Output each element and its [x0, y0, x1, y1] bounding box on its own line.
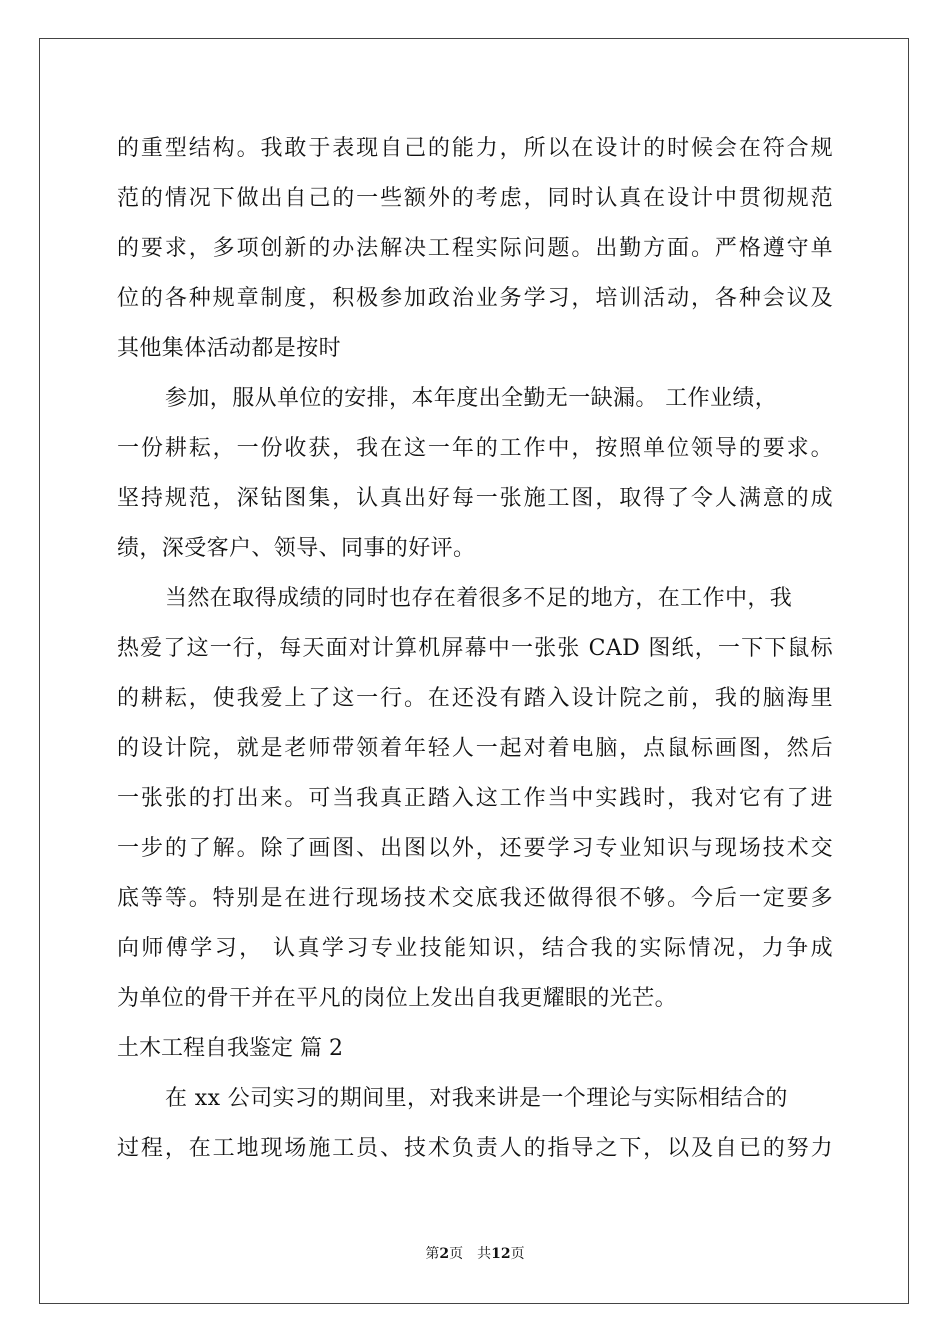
page-footer — [0, 1244, 950, 1264]
text-line: 向师傅学习， 认真学习专业技能知识，结合我的实际情况，力争成 — [117, 936, 833, 961]
text-line: 的要求，多项创新的办法解决工程实际问题。出勤方面。严格遵守单 — [117, 236, 833, 261]
text-line: 为单位的骨干并在平凡的岗位上发出自我更耀眼的光芒。 — [117, 986, 678, 1011]
text-line: 一份耕耘，一份收获，我在这一年的工作中，按照单位领导的要求。 — [117, 436, 833, 461]
page-number-total: 12 — [491, 1246, 511, 1262]
text-line: 范的情况下做出自己的一些额外的考虑，同时认真在设计中贯彻规范 — [117, 186, 833, 211]
text-line: 参加，服从单位的安排，本年度出全勤无一缺漏。 工作业绩， — [165, 386, 778, 411]
text-line: 当然在取得成绩的同时也存在着很多不足的地方，在工作中，我 — [165, 586, 793, 611]
paragraph-1 — [117, 124, 833, 374]
paragraph-2 — [117, 374, 833, 574]
text-line: 其他集体活动都是按时 — [117, 336, 342, 361]
text-line: 的耕耘，使我爱上了这一行。在还没有踏入设计院之前，我的脑海里 — [117, 686, 833, 711]
page-number-prefix: 第 — [425, 1246, 440, 1262]
text-line: 在 xx 公司实习的期间里，对我来讲是一个理论与实际相结合的 — [165, 1086, 788, 1111]
section-paragraph — [117, 1074, 833, 1174]
page-number-mid: 页 共 — [449, 1246, 492, 1262]
page-number-suffix: 页 — [510, 1246, 525, 1262]
text-line: 的重型结构。我敢于表现自己的能力，所以在设计的时候会在符合规 — [117, 136, 833, 161]
document-body — [117, 124, 833, 1174]
text-line: 坚持规范，深钻图集，认真出好每一张施工图，取得了令人满意的成 — [117, 486, 833, 511]
text-line: 一步的了解。除了画图、出图以外，还要学习专业知识与现场技术交 — [117, 836, 833, 861]
page-number-current: 2 — [439, 1246, 450, 1262]
text-line: 的设计院，就是老师带领着年轻人一起对着电脑，点鼠标画图，然后 — [117, 736, 833, 761]
text-line: 过程，在工地现场施工员、技术负责人的指导之下，以及自已的努力 — [117, 1136, 833, 1161]
text-line: 绩，深受客户、领导、同事的好评。 — [117, 536, 476, 561]
text-line: 一张张的打出来。可当我真正踏入这工作当中实践时，我对它有了进 — [117, 786, 833, 811]
paragraph-3 — [117, 574, 833, 1024]
text-line: 位的各种规章制度，积极参加政治业务学习，培训活动，各种会议及 — [117, 286, 833, 311]
section-heading: 土木工程自我鉴定 篇 2 — [117, 1036, 343, 1061]
text-line: 热爱了这一行，每天面对计算机屏幕中一张张 CAD 图纸，一下下鼠标 — [117, 636, 833, 661]
text-line: 底等等。特别是在进行现场技术交底我还做得很不够。今后一定要多 — [117, 886, 833, 911]
